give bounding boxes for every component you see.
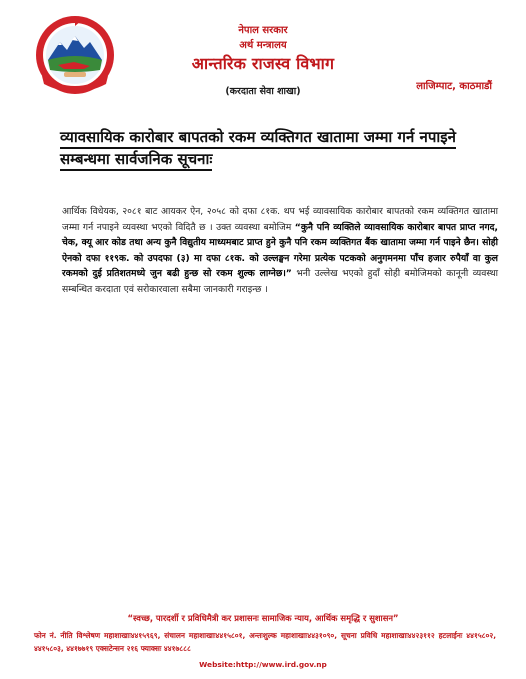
footer-contacts: फोन नं. नीति विश्लेषण महाशाखाः४४१५९६९, संचालन महाशाखाः४४१५८०१, अन्तःशुल्क महाशाखाः४४३१०९०, सूचना प्रविधि महाशाखाः४४२३११२ हटलाईनः ४४१५८०२, ४४१५८०३, ४४१७७१९ एक्सटेन्सन २१६ फ्याक्सः ४४१७८८८ [34,631,496,653]
notice-title [60,126,480,170]
notice-body-quote: “कुनै पनि व्यक्तिले व्यावसायिक कारोबार बापत प्राप्त नगद, चेक, क्यू आर कोड तथा अन्य कुनै विद्युतीय माध्यमबाट प्राप्त हुने कुनै पनि रकम व्यक्तिगत बैंक खातामा जम्मा गर्न पाइने छैन। सोही ऐनको दफा ११९क. को उपदफा (३) मा दफा ८१क. को उल्लङ्घन गरेमा प्रत्येक पटकको अनुगमनमा पाँच हजार रुपैयाँ वा कुल रकमको दुई प्रतिशतमध्ये जुन बढी हुन्छ सो रकम शुल्क लाग्नेछ।” [62,221,499,279]
ministry-name: अर्थ मन्त्रालय [239,40,287,51]
government-name: नेपाल सरकार [238,25,288,36]
department-name: आन्तरिक राजस्व विभाग [191,54,335,73]
notice-body-intro: आर्थिक विधेयक, २०८१ बाट आयकर ऐन, २०५८ को दफा ८१क. थप भई व्यावसायिक कारोबार बापतको रकम व्यक्तिगत खातामा जम्मा गर्न नपाइने व्यवस्था भएको विदितै छ । उक्त व्यवस्था बमोजिम [62,206,498,233]
office-location: लाजिम्पाट, काठमाडौं [416,81,492,92]
footer-slogan: “स्वच्छ, पारदर्शी र प्रविधिमैत्री कर प्रशासनः सामाजिक न्याय, आर्थिक समृद्धि र सुशासन” [127,613,399,623]
notice-body [62,204,498,297]
branch-name: (करदाता सेवा शाखा) [225,86,301,97]
footer-website: Website:http://www.ird.gov.np [199,660,327,669]
notice-title-text: व्यावसायिक कारोबार बापतको रकम व्यक्तिगत खातामा जम्मा गर्न नपाइने सम्बन्धमा सार्वजनिक सूचनाः [60,128,456,171]
notice-body-outro: भनी उल्लेख भएको हुदाँ सोही बमोजिमको कानूनी व्यवस्था सम्बन्धित करदाता एवं सरोकारवाला सबैमा जानकारी गराइन्छ । [62,268,499,295]
